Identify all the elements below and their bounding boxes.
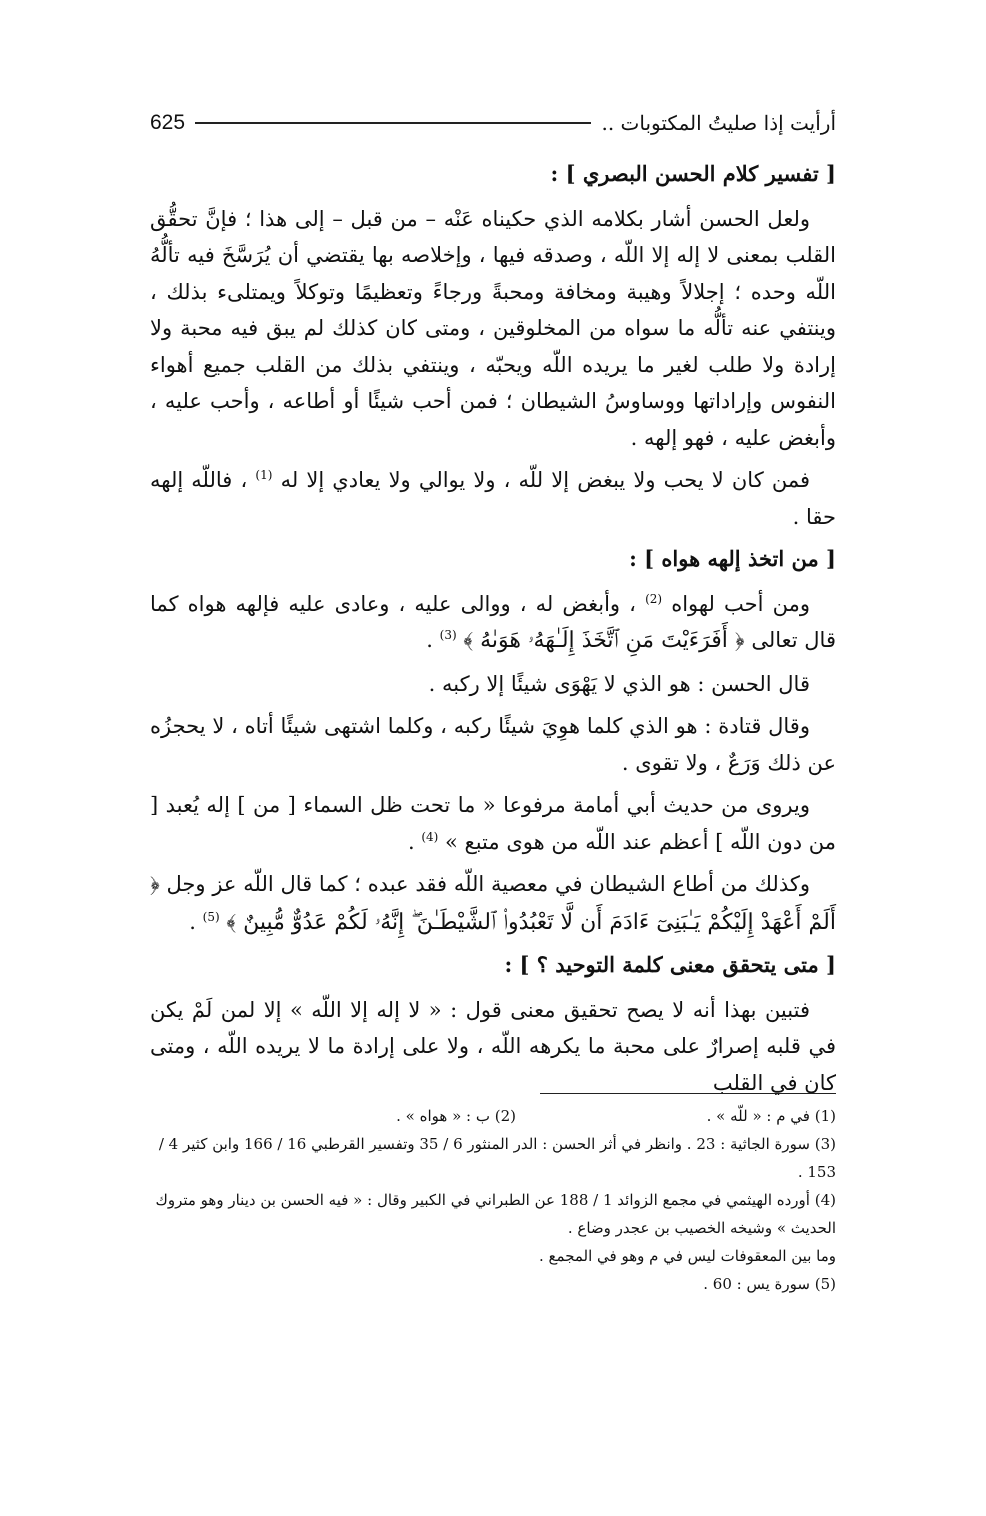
main-text [150, 150, 836, 1101]
footnotes [150, 1102, 836, 1298]
footnote-4: (4) أورده الهيثمي في مجمع الزوائد 1 / 188 عن الطبراني في الكبير وقال : « فيه الحسن بن دينار وهو متروك الحديث » وشيخه الخصيب بن عجدر وضاع . [155, 1191, 836, 1237]
paragraph-text: وكذلك من أطاع الشيطان في معصية اللّه فقد عبده ؛ كما قال اللّه عز وجل [166, 872, 810, 896]
paragraph-text: ، فاللّه إلهه حقا . [150, 468, 836, 529]
page-number: 625 [150, 111, 186, 134]
footnote-ref-3: (3) [439, 628, 457, 642]
footnote-ref-2: (2) [645, 591, 663, 606]
footnote-ref-4: (4) [421, 829, 439, 844]
paragraph-text: . [407, 829, 415, 854]
quran-verse-jathiya: ﴿ أَفَرَءَيْتَ مَنِ ٱتَّخَذَ إِلَـٰهَهُۥ هَوَىٰهُ ﴾ [463, 628, 745, 653]
quran-verse-yasin: ﴿ أَلَمْ أَعْهَدْ إِلَيْكُمْ يَـٰبَنِىٓ ءَادَمَ أَن لَّا تَعْبُدُوا۟ ٱلشَّيْطَـٰنَ ۖ إِنَّهُۥ لَكُمْ عَدُوٌّ مُّبِينٌ ﴾ [150, 872, 836, 935]
footnote-1: (1) في م : « للّه » . [706, 1107, 836, 1125]
footnote-2: (2) ب : « هواه » . [396, 1107, 516, 1125]
paragraph-hasan-explanation: ولعل الحسن أشار بكلامه الذي حكيناه عَنْه – من قبل – إلى هذا ؛ فإنَّ تحقُّق القلب بمعنى لا إله إلا اللّه ، وصدقه فيها ، وإخلاصه بها يقتضي أن يُرَسَّخَ فيه تألُّهُ اللّه وحده ؛ إجلالاً وهيبة ومخافة ومحبةً ورجاءً وتعظيمًا وتوكلاً ويمتلىء بذلك ، وينتفي عنه تألُّه ما سواه من المخلوقين ، ومتى كان كذلك لم يبق فيه محبة ولا إرادة ولا طلب لغير ما يريده اللّه ويحبّه ، وينتفي بذلك من القلب جميع أهواء النفوس وإراداتها ووساوسُ الشيطان ؛ فمن أحب شيئًا أو أطاعه ، وأحب عليه ، وأبغض عليه ، فهو إلهه . [150, 206, 836, 450]
paragraph-hasan-quote: قال الحسن : هو الذي لا يَهْوَى شيئًا إلا ركبه . [428, 671, 810, 696]
paragraph-hawa [150, 586, 836, 660]
footnote-3: (3) سورة الجاثية : 23 . وانظر في أثر الحسن : الدر المنثور 6 / 35 وتفسير القرطبي 16 / 166 وابن كثير 4 / 153 . [158, 1135, 836, 1181]
footnote-ref-1: (1) [255, 468, 273, 482]
paragraph-qatada-quote: وقال قتادة : هو الذي كلما هوِيَ شيئًا ركبه ، وكلما اشتهى شيئًا أتاه ، لا يحجزُه عن ذلك وَرَعٌ ، ولا تقوى . [150, 714, 836, 775]
paragraph-tawhid: فتبين بهذا أنه لا يصح تحقيق معنى قول : « لا إله إلا اللّه » إلا لمن لَمْ يكن في قلبه إصرارٌ على محبة ما يكرهه اللّه ، ولا على إرادة ما لا يريده اللّه ، ومتى كان في القلب [150, 997, 836, 1095]
footnote-5: (5) سورة يس : 60 . [703, 1275, 836, 1293]
section-heading-hawa: [ من اتخذ إلهه هواه ] : [629, 546, 836, 571]
header-rule [195, 122, 591, 124]
paragraph-love-hate-for-allah [150, 462, 836, 535]
paragraph-abu-umama-hadith [150, 787, 836, 860]
paragraph-text: ، وأبغض له ، ووالى عليه ، وعادى عليه فإلهه هواه كما قال تعالى [150, 591, 836, 652]
paragraph-text: ومن أحب لهواه [671, 591, 810, 616]
paragraph-text: فمن كان لا يحب ولا يبغض إلا للّه ، ولا يوالي ولا يعادي إلا له [280, 468, 810, 492]
paragraph-text: ويروى من حديث أبي أمامة مرفوعا « ما تحت ظل السماء [ من ] إله يُعبد [ من دون اللّه ] أعظم عند اللّه من هوى متبع » [150, 793, 836, 854]
paragraph-text: . [189, 909, 196, 934]
section-heading-tawhid: [ متى يتحقق معنى كلمة التوحيد ؟ ] : [504, 952, 836, 977]
running-title: أرأيت إذا صليتُ المكتوبات .. [601, 111, 836, 135]
footnote-row [150, 1102, 836, 1130]
footnote-ref-5: (5) [202, 909, 220, 924]
section-heading-hasan: [ تفسير كلام الحسن البصري ] : [550, 161, 836, 186]
page-header [150, 103, 836, 143]
paragraph-text: . [426, 628, 433, 652]
footnote-separator [540, 1093, 836, 1094]
paragraph-shaitan [150, 866, 836, 941]
footnote-4-note: وما بين المعقوفات ليس في م وهو في المجمع . [539, 1247, 836, 1265]
